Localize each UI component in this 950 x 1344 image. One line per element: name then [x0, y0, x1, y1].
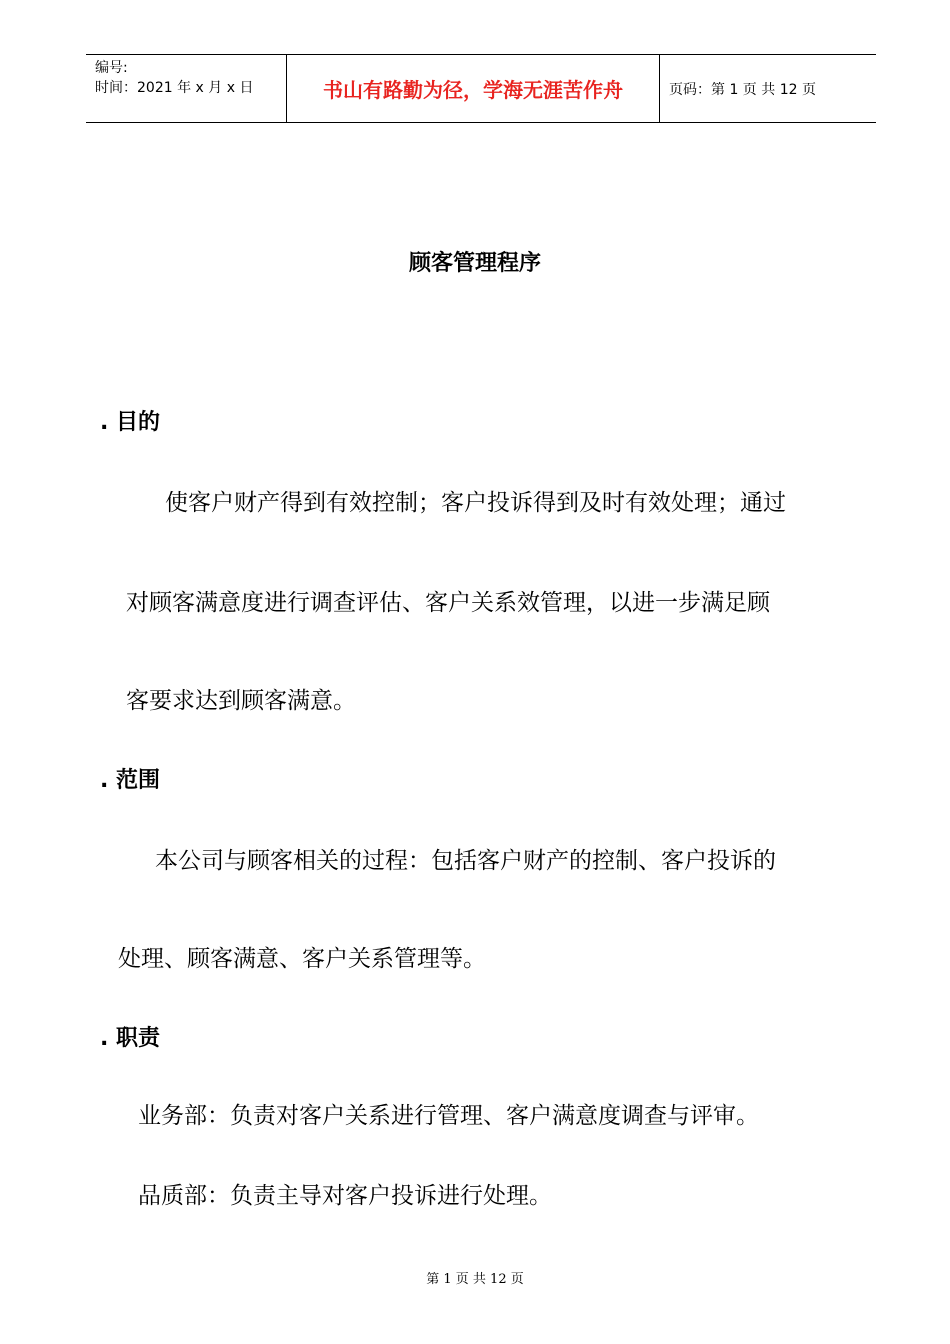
motto: 书山有路勤为径，学海无涯苦作舟	[287, 55, 660, 122]
paragraph-line: 对顾客满意度进行调查评估、客户关系效管理，以进一步满足顾	[126, 590, 770, 616]
paragraph-line: 客要求达到顾客满意。	[126, 688, 356, 714]
header-table	[86, 54, 876, 123]
section-heading-purpose: . 目的	[100, 410, 161, 435]
section-heading-scope: . 范围	[100, 768, 161, 793]
paragraph-line: 业务部：负责对客户关系进行管理、客户满意度调查与评审。	[138, 1103, 759, 1129]
document-title: 顾客管理程序	[408, 251, 541, 276]
paragraph-line: 处理、顾客满意、客户关系管理等。	[118, 946, 486, 972]
page-footer: 第 1 页 共 12 页	[426, 1272, 524, 1287]
section-heading-responsibility: . 职责	[100, 1026, 161, 1051]
paragraph-line: 使客户财产得到有效控制；客户投诉得到及时有效处理；通过	[165, 490, 786, 516]
header-left-cell	[86, 55, 287, 122]
time-label: 时间：2021 年 x 月 x 日	[95, 80, 254, 96]
code-label: 编号:	[95, 60, 128, 76]
paragraph-line: 品质部：负责主导对客户投诉进行处理。	[138, 1183, 552, 1209]
paragraph-line: 本公司与顾客相关的过程：包括客户财产的控制、客户投诉的	[155, 848, 776, 874]
page-info: 页码：第 1 页 共 12 页	[669, 81, 816, 98]
